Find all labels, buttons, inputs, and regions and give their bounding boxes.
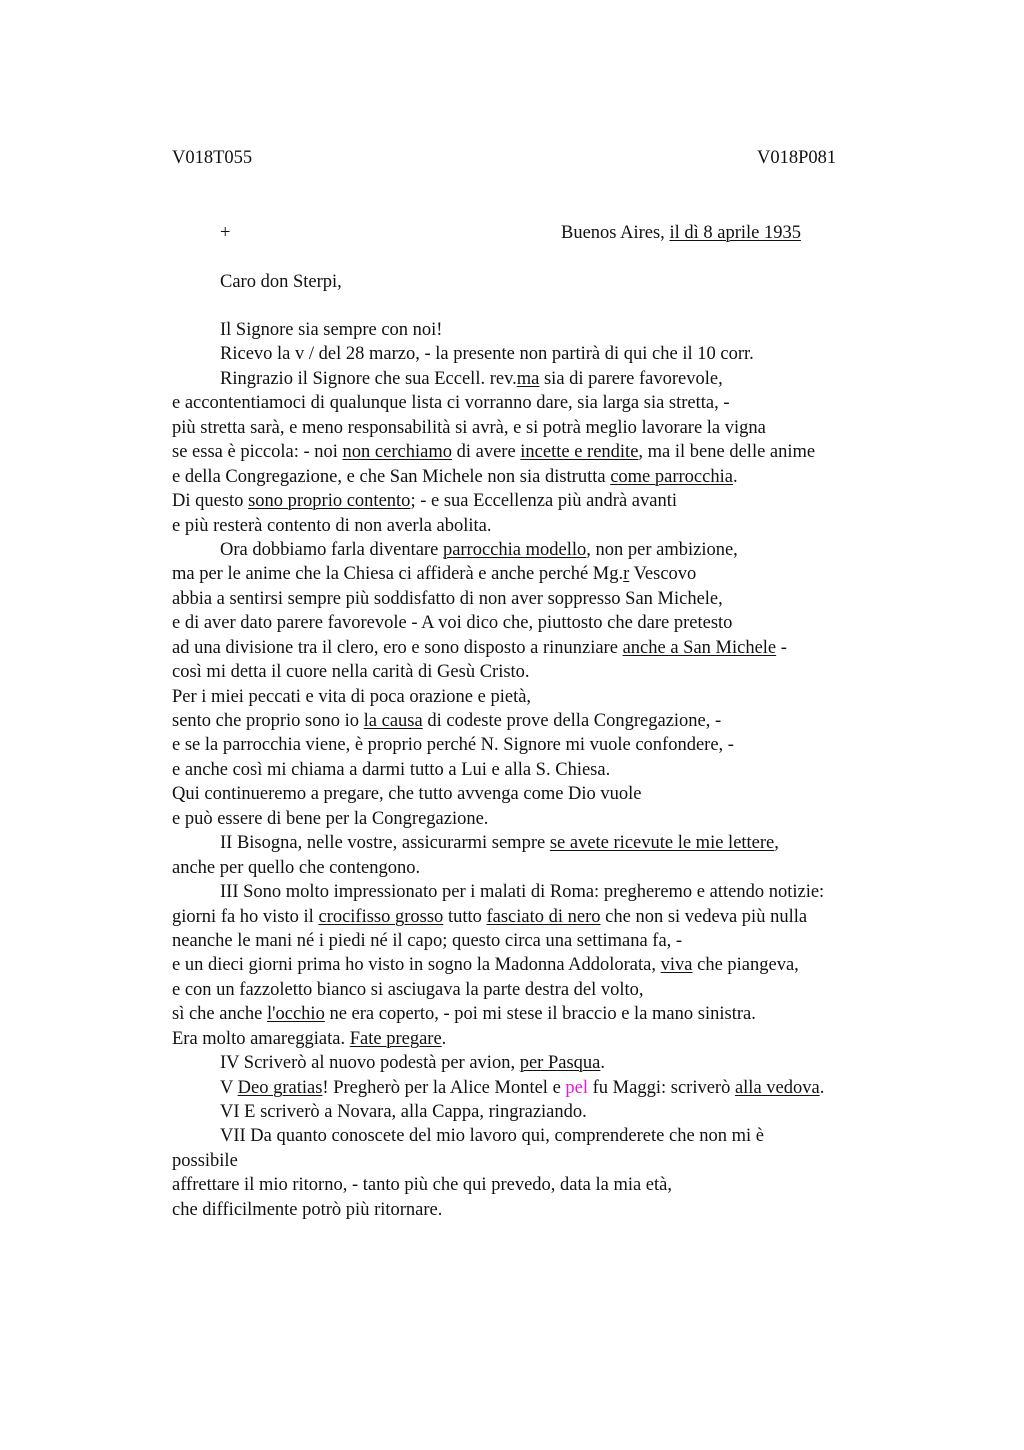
text-span: che difficilmente potrò più ritornare.	[172, 1199, 443, 1220]
text-line	[172, 660, 952, 684]
text-span: sento che proprio sono io	[172, 711, 364, 731]
text-span: di avere	[451, 442, 521, 463]
text-span: e un dieci giorni prima ho visto in sogno la Madonna Addolorata,	[172, 955, 661, 976]
underlined-text: la causa	[363, 711, 423, 731]
text-span: affrettare il mio ritorno, - tanto più che qui prevedo, data la mia età,	[172, 1175, 672, 1196]
text-span: .	[441, 1028, 447, 1049]
text-line	[172, 953, 952, 977]
text-span: ,	[774, 833, 779, 854]
text-span: .	[732, 466, 738, 487]
text-span: IV Scriverò al nuovo podestà per avion,	[220, 1053, 520, 1074]
text-line	[172, 465, 952, 489]
underlined-text: alla vedova	[734, 1077, 820, 1098]
text-span: sia di parere favorevole,	[539, 368, 723, 389]
text-span: Ringrazio il Signore che sua Eccell. rev.	[220, 368, 517, 389]
text-span: , ma il bene delle anime	[638, 442, 816, 463]
underlined-text: sono proprio contento	[248, 491, 411, 512]
text-span: II Bisogna, nelle vostre, assicurarmi sempre	[220, 833, 550, 854]
text-line	[172, 391, 952, 415]
text-line	[172, 1027, 952, 1051]
text-line	[172, 782, 952, 806]
text-span: III Sono molto impressionato per i malati di Roma: pregheremo e attendo notizie:	[220, 882, 825, 903]
underlined-text: r	[623, 564, 630, 585]
text-span: sì che anche	[172, 1004, 268, 1025]
place: Buenos Aires,	[561, 223, 670, 243]
text-span: , non per ambizione,	[586, 539, 738, 560]
text-span: -	[776, 637, 787, 658]
text-span: tutto	[443, 906, 487, 927]
text-line	[172, 636, 952, 660]
text-line	[172, 489, 952, 513]
text-span: possibile	[172, 1150, 238, 1171]
text-span: .	[600, 1053, 605, 1074]
letter-header	[172, 221, 872, 245]
underlined-text: parrocchia modello	[442, 539, 587, 560]
text-line	[172, 1124, 952, 1148]
text-span: V	[220, 1077, 238, 1098]
text-line	[172, 318, 952, 342]
text-line	[172, 342, 952, 366]
text-span: e può essere di bene per la Congregazione.	[172, 808, 489, 829]
text-span: Il Signore sia sempre con noi!	[220, 320, 443, 340]
text-line	[172, 562, 952, 586]
text-line	[172, 440, 952, 464]
text-line	[172, 685, 952, 709]
text-span: Vescovo	[629, 564, 697, 585]
reference-code-left: V018T055	[172, 148, 253, 168]
text-span: ! Pregherò per la Alice Montel e	[322, 1077, 566, 1098]
text-line	[172, 367, 952, 391]
text-span: e se la parrocchia viene, è proprio perché N. Signore mi vuole confondere, -	[172, 735, 734, 756]
text-span: ad una divisione tra il clero, ero e sono disposto a rinunziare	[172, 637, 623, 658]
text-span: ne era coperto, - poi mi stese il braccio e la mano sinistra.	[324, 1004, 756, 1025]
text-line	[172, 929, 952, 953]
underlined-text: ma	[516, 368, 540, 389]
text-span: abbia a sentirsi sempre più soddisfatto di non aver soppresso San Michele,	[172, 588, 723, 609]
text-span: che non si vedeva più nulla	[600, 906, 808, 927]
date: il dì 8 aprile 1935	[669, 223, 801, 243]
text-span: e accontentiamoci di qualunque lista ci vorranno dare, sia larga sia stretta, -	[172, 393, 730, 414]
text-span: e anche così mi chiama a darmi tutto a Lui e alla S. Chiesa.	[172, 759, 611, 780]
text-line	[172, 880, 952, 904]
place-date	[561, 221, 801, 245]
text-line	[172, 856, 952, 880]
underlined-text: se avete ricevute le mie lettere	[549, 833, 775, 854]
text-span: anche per quello che contengono.	[172, 857, 421, 878]
text-line	[172, 1002, 952, 1026]
underlined-text: Deo gratias	[237, 1077, 323, 1098]
salutation: Caro don Sterpi,	[220, 272, 342, 292]
text-span: Era molto amareggiata.	[172, 1028, 350, 1049]
underlined-text: come parrocchia	[610, 466, 733, 487]
text-span: Ora dobbiamo farla diventare	[220, 539, 443, 560]
text-span: Ricevo la v / del 28 marzo, - la presente non partirà di qui che il 10 corr.	[220, 344, 754, 365]
cross-mark: +	[220, 223, 231, 243]
text-line	[172, 807, 952, 831]
highlighted-text: pel	[565, 1077, 589, 1098]
text-line	[172, 1051, 952, 1075]
text-span: che piangeva,	[692, 955, 799, 976]
text-span: VI E scriverò a Novara, alla Cappa, ringraziando.	[220, 1102, 587, 1122]
text-span: di codeste prove della Congregazione, -	[422, 711, 722, 731]
text-span: se essa è piccola: - noi	[172, 442, 343, 463]
underlined-text: l'occhio	[267, 1004, 325, 1025]
text-line	[172, 733, 952, 757]
text-span: .	[819, 1077, 825, 1098]
text-span: ma per le anime che la Chiesa ci affiderà e anche perché Mg.	[172, 564, 624, 585]
underlined-text: non cerchiamo	[342, 442, 452, 463]
underlined-text: crocifisso grosso	[318, 906, 444, 927]
text-line	[172, 611, 952, 635]
letter-body	[172, 318, 952, 1222]
text-span: ; - e sua Eccellenza più andrà avanti	[410, 491, 678, 512]
underlined-text: viva	[660, 955, 693, 976]
text-line	[172, 1198, 952, 1222]
text-span: fu Maggi: scriverò	[588, 1077, 735, 1098]
text-span: e con un fazzoletto bianco si asciugava la parte destra del volto,	[172, 979, 644, 1000]
text-span: Di questo	[172, 491, 249, 512]
text-span: neanche le mani né i piedi né il capo; questo circa una settimana fa, -	[172, 930, 683, 951]
text-line	[172, 709, 952, 733]
text-line	[172, 1100, 952, 1124]
text-line	[172, 514, 952, 538]
text-span: giorni fa ho visto il	[172, 906, 319, 927]
underlined-text: fasciato di nero	[486, 906, 601, 927]
underlined-text: anche a San Michele	[622, 637, 777, 658]
underlined-text: Fate pregare	[349, 1028, 442, 1049]
text-span: più stretta sarà, e meno responsabilità si avrà, e si potrà meglio lavorare la vigna	[172, 417, 766, 438]
text-line	[172, 831, 952, 855]
text-span: e della Congregazione, e che San Michele non sia distrutta	[172, 466, 611, 487]
text-line	[172, 587, 952, 611]
text-span: Per i miei peccati e vita di poca orazione e pietà,	[172, 686, 532, 707]
text-line	[172, 905, 952, 929]
underlined-text: per Pasqua	[519, 1053, 601, 1074]
text-line	[172, 758, 952, 782]
text-line	[172, 1149, 952, 1173]
reference-code-right: V018P081	[757, 148, 837, 168]
text-span: così mi detta il cuore nella carità di Gesù Cristo.	[172, 662, 530, 683]
text-line	[172, 1173, 952, 1197]
underlined-text: incette e rendite	[520, 442, 639, 463]
text-line	[172, 538, 952, 562]
text-span: e più resterà contento di non averla abolita.	[172, 515, 492, 536]
text-span: VII Da quanto conoscete del mio lavoro qui, comprenderete che non mi è	[220, 1126, 765, 1147]
text-line	[172, 978, 952, 1002]
text-span: Qui continueremo a pregare, che tutto avvenga come Dio vuole	[172, 784, 642, 805]
text-line	[172, 1076, 952, 1100]
text-line	[172, 416, 952, 440]
text-span: e di aver dato parere favorevole - A voi dico che, piuttosto che dare pretesto	[172, 613, 733, 634]
